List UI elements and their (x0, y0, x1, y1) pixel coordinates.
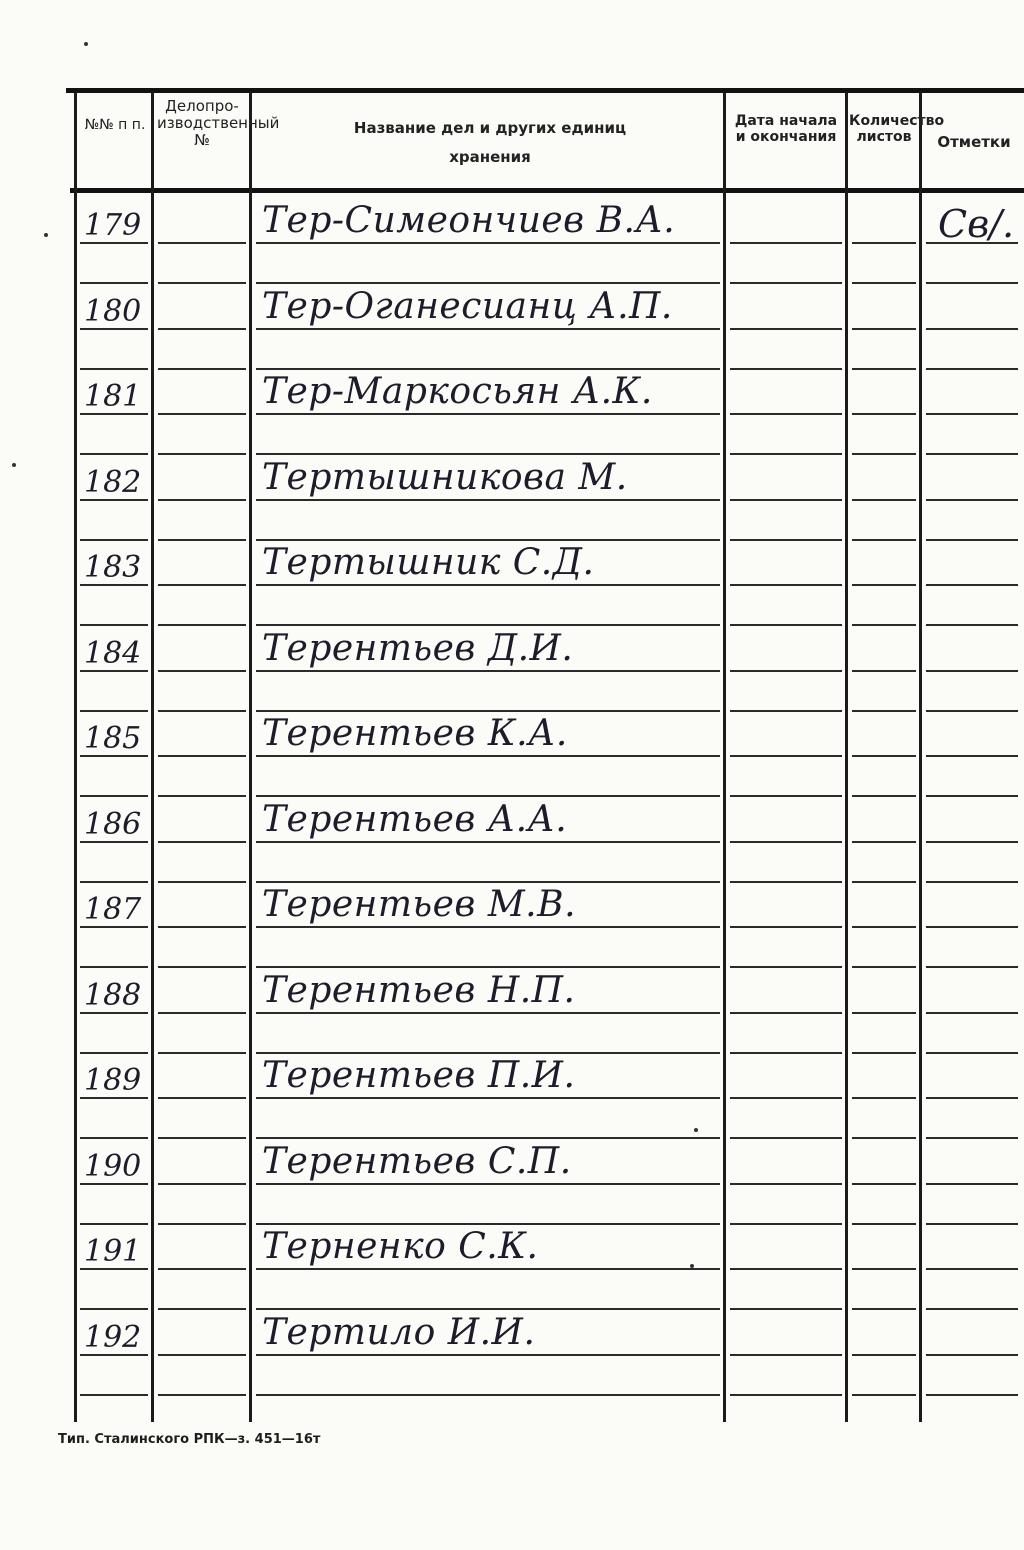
ruled-line (158, 966, 246, 968)
ruled-line (730, 242, 842, 244)
ruled-line (256, 1137, 720, 1139)
ruled-line (256, 1268, 720, 1270)
row-number: 189 (84, 1063, 142, 1098)
ruled-line (256, 242, 720, 244)
ruled-line (80, 926, 148, 928)
ruled-line (158, 795, 246, 797)
file-title: Терентьев С.П. (262, 1140, 572, 1182)
ruled-line (852, 1052, 916, 1054)
ruled-line (80, 795, 148, 797)
file-title: Тертышникова М. (262, 456, 628, 498)
row-number: 183 (84, 550, 142, 585)
header-bottom-rule (70, 188, 1024, 193)
file-title: Тер-Оганесианц А.П. (262, 285, 673, 327)
ruled-line (730, 1354, 842, 1356)
ruled-line (926, 624, 1018, 626)
header-title: Название дел и других единиц хранения (353, 119, 627, 166)
ruled-line (730, 539, 842, 541)
file-title: Тертило И.И. (262, 1311, 536, 1353)
ruled-line (852, 1394, 916, 1396)
header-count: Количество листов (849, 113, 945, 145)
paper-speck (12, 463, 16, 467)
ruled-line (852, 710, 916, 712)
ruled-line (852, 368, 916, 370)
ruled-line (926, 282, 1018, 284)
ruled-line (256, 282, 720, 284)
ruled-line (926, 1137, 1018, 1139)
ruled-line (852, 1137, 916, 1139)
ruled-line (80, 1052, 148, 1054)
ruled-line (926, 1012, 1018, 1014)
ruled-line (926, 670, 1018, 672)
print-footer: Тип. Сталинского РПК—з. 451—16т (58, 1432, 321, 1447)
file-title: Терентьев М.В. (262, 884, 577, 925)
ruled-line (158, 1268, 246, 1270)
ruled-line (80, 1183, 148, 1185)
ruled-line (80, 368, 148, 370)
ruled-line (80, 1223, 148, 1225)
paper-speck (690, 1264, 694, 1268)
ruled-line (852, 242, 916, 244)
ruled-line (80, 539, 148, 541)
row-number: 188 (84, 977, 142, 1013)
row-number: 186 (84, 806, 142, 842)
ruled-line (730, 1052, 842, 1054)
ruled-line (158, 539, 246, 541)
ruled-line (730, 624, 842, 626)
file-title: Терентьев Д.И. (262, 627, 574, 669)
ruled-line (926, 413, 1018, 415)
header-num: №№ п п. (84, 117, 146, 133)
ruled-line (158, 1354, 246, 1356)
ruled-line (158, 1223, 246, 1225)
ruled-line (926, 881, 1018, 883)
ruled-line (852, 1012, 916, 1014)
column-line-6 (919, 92, 922, 1422)
paper-speck (84, 42, 88, 46)
ruled-line (80, 499, 148, 501)
ruled-line (158, 242, 246, 244)
ruled-line (926, 1308, 1018, 1310)
ruled-line (80, 1137, 148, 1139)
ruled-line (80, 1308, 148, 1310)
ruled-line (256, 710, 720, 712)
ruled-line (256, 539, 720, 541)
column-line-5 (845, 92, 848, 1422)
ruled-line (852, 795, 916, 797)
ruled-line (926, 499, 1018, 501)
row-number: 181 (84, 379, 142, 414)
ruled-line (852, 881, 916, 883)
ruled-line (730, 328, 842, 330)
ruled-line (256, 670, 720, 672)
ruled-line (158, 1308, 246, 1310)
ruled-line (158, 710, 246, 712)
ruled-line (256, 368, 720, 370)
file-title: Терентьев Н.П. (262, 969, 576, 1011)
ruled-line (256, 1052, 720, 1054)
ruled-line (256, 624, 720, 626)
header-office-number: Делопро-изводственный № (157, 97, 280, 149)
ruled-line (730, 1223, 842, 1225)
ruled-line (158, 499, 246, 501)
header-notes: Отметки (937, 133, 1011, 151)
ruled-line (158, 624, 246, 626)
ruled-line (158, 1052, 246, 1054)
ruled-line (852, 755, 916, 757)
ruled-line (926, 539, 1018, 541)
ruled-line (256, 966, 720, 968)
ruled-line (926, 1394, 1018, 1396)
ruled-line (730, 841, 842, 843)
ruled-line (926, 242, 1018, 244)
ruled-line (730, 282, 842, 284)
ruled-line (158, 670, 246, 672)
ruled-line (80, 841, 148, 843)
ruled-line (256, 1308, 720, 1310)
header-dates: Дата начала и окончания (734, 113, 838, 145)
ruled-line (852, 539, 916, 541)
ruled-line (926, 368, 1018, 370)
ruled-line (926, 710, 1018, 712)
ruled-line (80, 881, 148, 883)
ruled-line (730, 1012, 842, 1014)
ruled-line (926, 966, 1018, 968)
column-line-4 (723, 92, 726, 1422)
ruled-line (852, 584, 916, 586)
ruled-line (852, 499, 916, 501)
ruled-line (158, 1137, 246, 1139)
ruled-line (80, 670, 148, 672)
ruled-line (158, 841, 246, 843)
ruled-line (256, 755, 720, 757)
ruled-line (80, 584, 148, 586)
ruled-line (80, 242, 148, 244)
ruled-line (256, 795, 720, 797)
ruled-line (926, 755, 1018, 757)
row-number: 179 (84, 208, 142, 243)
ruled-line (256, 1394, 720, 1396)
ruled-line (158, 926, 246, 928)
ruled-line (80, 282, 148, 284)
ruled-line (852, 1183, 916, 1185)
ruled-line (730, 368, 842, 370)
ruled-line (730, 1097, 842, 1099)
ruled-line (80, 328, 148, 330)
ruled-line (852, 670, 916, 672)
ruled-line (256, 1183, 720, 1185)
row-number: 191 (84, 1234, 142, 1269)
paper-speck (694, 1128, 698, 1132)
file-title: Тертышник С.Д. (262, 542, 595, 583)
ruled-line (730, 453, 842, 455)
ruled-line (730, 499, 842, 501)
ruled-line (80, 710, 148, 712)
ruled-line (158, 1012, 246, 1014)
ruled-line (80, 966, 148, 968)
ruled-line (730, 966, 842, 968)
ruled-line (158, 1097, 246, 1099)
ruled-line (852, 1097, 916, 1099)
row-number: 192 (84, 1319, 142, 1355)
row-number: 182 (84, 464, 142, 500)
ruled-line (256, 328, 720, 330)
ruled-line (158, 368, 246, 370)
ruled-line (256, 1097, 720, 1099)
column-line-3 (249, 92, 252, 1422)
ruled-line (852, 1268, 916, 1270)
ruled-line (852, 841, 916, 843)
ruled-line (730, 1308, 842, 1310)
ruled-line (80, 413, 148, 415)
ruled-line (80, 453, 148, 455)
ruled-line (80, 624, 148, 626)
ruled-line (926, 584, 1018, 586)
ruled-line (730, 795, 842, 797)
ruled-line (852, 282, 916, 284)
ruled-line (730, 413, 842, 415)
row-number: 190 (84, 1148, 142, 1184)
ruled-line (926, 1223, 1018, 1225)
ruled-line (158, 453, 246, 455)
row-mark: Св/. (938, 202, 1015, 246)
ruled-line (158, 584, 246, 586)
file-title: Терентьев П.И. (262, 1055, 576, 1096)
ruled-line (256, 1354, 720, 1356)
ruled-line (852, 1308, 916, 1310)
ruled-line (158, 755, 246, 757)
row-number: 187 (84, 892, 142, 927)
ruled-line (926, 328, 1018, 330)
ruled-line (926, 1268, 1018, 1270)
ruled-line (852, 624, 916, 626)
file-title: Тер-Маркосьян А.К. (262, 371, 653, 412)
ruled-line (852, 966, 916, 968)
ruled-line (852, 413, 916, 415)
file-title: Терненко С.К. (262, 1226, 539, 1267)
ruled-line (256, 453, 720, 455)
ruled-line (256, 841, 720, 843)
ruled-line (80, 1268, 148, 1270)
ruled-line (730, 1137, 842, 1139)
ruled-line (730, 710, 842, 712)
paper-speck (44, 233, 48, 237)
row-number: 184 (84, 635, 142, 671)
ruled-line (730, 881, 842, 883)
ruled-line (852, 1223, 916, 1225)
row-number: 185 (84, 721, 142, 756)
file-title: Тер-Симеончиев В.А. (262, 200, 676, 241)
ruled-line (256, 881, 720, 883)
ruled-line (730, 1394, 842, 1396)
ruled-line (256, 499, 720, 501)
ruled-line (158, 1183, 246, 1185)
ruled-line (852, 453, 916, 455)
ruled-line (80, 1097, 148, 1099)
column-line-2 (151, 92, 154, 1422)
ruled-line (730, 926, 842, 928)
ruled-line (926, 453, 1018, 455)
ruled-line (730, 1183, 842, 1185)
ruled-line (926, 841, 1018, 843)
ruled-line (926, 795, 1018, 797)
ruled-line (158, 282, 246, 284)
ruled-line (256, 926, 720, 928)
ruled-line (256, 1012, 720, 1014)
ruled-line (80, 755, 148, 757)
top-rule (66, 88, 1024, 93)
row-number: 180 (84, 293, 142, 329)
ruled-line (730, 584, 842, 586)
column-line-1 (74, 92, 77, 1422)
ruled-line (852, 328, 916, 330)
ruled-line (926, 1097, 1018, 1099)
ruled-line (926, 1183, 1018, 1185)
ruled-line (730, 670, 842, 672)
ruled-line (158, 1394, 246, 1396)
file-title: Терентьев К.А. (262, 713, 568, 754)
ruled-line (80, 1354, 148, 1356)
ruled-line (158, 881, 246, 883)
ruled-line (852, 926, 916, 928)
ruled-line (80, 1012, 148, 1014)
ruled-line (730, 755, 842, 757)
ruled-line (926, 926, 1018, 928)
ruled-line (730, 1268, 842, 1270)
ruled-line (158, 413, 246, 415)
ruled-line (852, 1354, 916, 1356)
ruled-line (256, 584, 720, 586)
ruled-line (256, 413, 720, 415)
ruled-line (926, 1052, 1018, 1054)
ruled-line (926, 1354, 1018, 1356)
file-title: Терентьев А.А. (262, 798, 568, 840)
ruled-line (80, 1394, 148, 1396)
ruled-line (158, 328, 246, 330)
ruled-line (256, 1223, 720, 1225)
